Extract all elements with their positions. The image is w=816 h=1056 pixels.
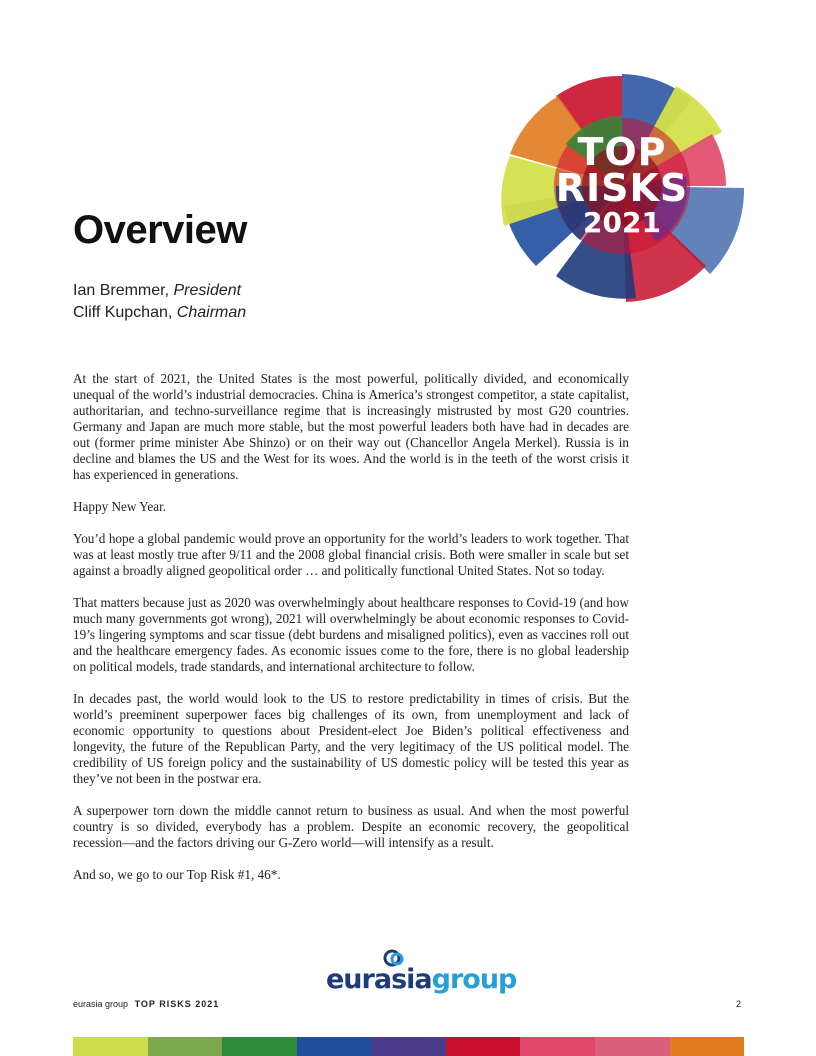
footer — [73, 999, 219, 1009]
paragraph: In decades past, the world would look to the US to restore predictability in times of crisis. But the world’s preeminent superpower faces big challenges of its own, from unemployment and lack of economic opportunity to questions about President-elect Joe Biden’s political effectiveness and longevity, the future of the Republican Party, and the very legitimacy of the US political model. The credibility of US foreign policy and the sustainability of US domestic policy will be tested this year as they’ve not been in the postwar era. — [73, 691, 629, 786]
author-role: Chairman — [176, 304, 247, 321]
author-list — [73, 280, 246, 324]
brand-part-1: eurasia — [326, 964, 432, 995]
stripe-segment — [371, 1037, 446, 1056]
paragraph: And so, we go to our Top Risk #1, 46*. — [73, 867, 281, 882]
page-number: 2 — [736, 999, 742, 1009]
footer-org: eurasia group — [73, 999, 129, 1009]
stripe-segment — [446, 1037, 521, 1056]
footer-report-title: TOP RISKS 2021 — [134, 999, 220, 1009]
stripe-segment — [520, 1037, 595, 1056]
stripe-segment — [222, 1037, 297, 1056]
stripe-segment — [297, 1037, 372, 1056]
author-name: Ian Bremmer, — [73, 282, 170, 299]
page-title: Overview — [73, 208, 247, 252]
paragraph: That matters because just as 2020 was overwhelmingly about healthcare responses to Covid-19 (and how much many governments got wrong), 2021 will overwhelmingly be about economic responses to Covid-19’s lingering symptoms and scar tissue (debt burdens and misaligned politics), even as vaccines roll out and the healthcare emergency fades. As economic issues come to the fore, there is no global leadership on political models, trade standards, and international architecture to follow. — [73, 595, 629, 674]
stripe-segment — [148, 1037, 223, 1056]
author-line — [73, 280, 246, 302]
brand-wordmark — [326, 964, 516, 995]
paragraph: At the start of 2021, the United States is the most powerful, politically divided, and economically unequal of the world’s industrial democracies. China is America’s strongest competitor, a state capitalist, authoritarian, and techno-surveillance regime that is increasingly mistrusted by most G20 countries. Germany and Japan are much more stable, but the most powerful leaders both have had in decades are out (former prime minister Abe Shinzo) or on their way out (Chancellor Angela Merkel). Russia is in decline and blames the US and the West for its woes. And the world is in the teeth of the worst crisis it has experienced in generations. — [73, 371, 629, 482]
author-role: President — [173, 282, 242, 299]
stripe-segment — [73, 1037, 148, 1056]
color-stripe — [73, 1037, 744, 1056]
stripe-segment — [670, 1037, 745, 1056]
stripe-segment — [595, 1037, 670, 1056]
paragraph: A superpower torn down the middle cannot return to business as usual. And when the most powerful country is so divided, everybody has a problem. Despite an economic recovery, the geopolitical recession—and the factors driving our G-Zero world—will intensify as a result. — [73, 803, 629, 850]
top-risks-logo — [496, 66, 748, 306]
logo-top-text: TOP — [577, 130, 667, 174]
author-name: Cliff Kupchan, — [73, 304, 173, 321]
paragraph: You’d hope a global pandemic would prove an opportunity for the world’s leaders to work together. That was at least mostly true after 9/11 and the 2008 global financial crisis. Both were smaller in scale but set against a broadly aligned geopolitical order … and politically functional United States. Not so today. — [73, 531, 629, 578]
eurasia-group-logo — [326, 946, 517, 998]
article-body — [73, 371, 629, 899]
logo-risks-text: RISKS — [555, 166, 689, 210]
paragraph: Happy New Year. — [73, 499, 167, 514]
brand-part-2: group — [431, 964, 517, 995]
logo-year-text: 2021 — [583, 206, 661, 239]
author-line — [73, 302, 246, 324]
